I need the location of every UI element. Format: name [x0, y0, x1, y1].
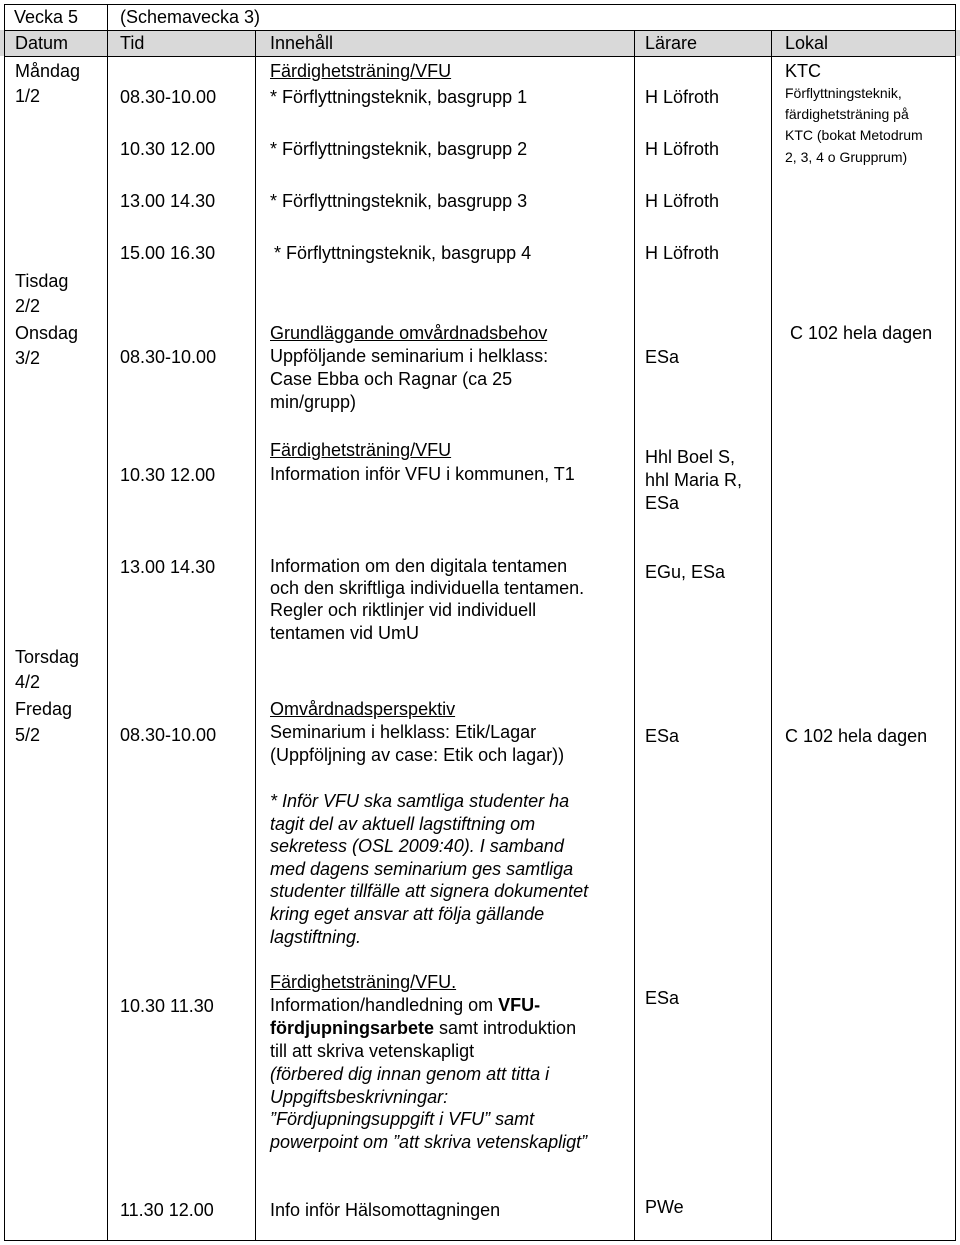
session-content-line: Regler och riktlinjer vid individuell	[270, 600, 537, 620]
day-friday: Fredag	[15, 699, 73, 719]
friday-note-line: tagit del av aktuell lagstiftning om	[270, 814, 536, 834]
monday-room-title: KTC	[785, 61, 821, 81]
wednesday-heading-1: Grundläggande omvårdnadsbehov	[270, 323, 548, 343]
monday-room-note-line: Förflyttningsteknik,	[785, 85, 902, 101]
date-thursday: 4/2	[15, 672, 41, 692]
friday-heading-1: Omvårdnadsperspektiv	[270, 699, 456, 719]
monday-room-note-line: färdighetsträning på	[785, 106, 909, 122]
session-teacher: H Löfroth	[645, 139, 720, 159]
monday-room-note-line: 2, 3, 4 o Grupprum)	[785, 149, 908, 165]
session-content: * Förflyttningsteknik, basgrupp 1	[270, 87, 528, 107]
session-time: 10.30 12.00	[120, 465, 216, 485]
date-wednesday: 3/2	[15, 348, 41, 368]
day-monday: Måndag	[15, 61, 81, 81]
day-tuesday: Tisdag	[15, 271, 69, 291]
friday-note-line: sekretess (OSL 2009:40). I samband	[270, 836, 564, 856]
session-teacher-line: ESa	[645, 493, 680, 513]
session-teacher: EGu, ESa	[645, 562, 726, 582]
header-content: Innehåll	[270, 33, 334, 53]
day-wednesday: Onsdag	[15, 323, 79, 343]
session-content-line: och den skriftliga individuella tentamen.	[270, 578, 585, 598]
session-content: Info inför Hälsomottagningen	[270, 1200, 501, 1220]
session-time: 08.30-10.00	[120, 87, 217, 107]
content-bold-text: VFU-	[498, 995, 541, 1015]
session-content-italic-line: Uppgiftsbeskrivningar:	[270, 1087, 449, 1107]
content-text: Information/handledning om	[270, 995, 499, 1015]
session-teacher: ESa	[645, 988, 680, 1008]
session-teacher: PWe	[645, 1197, 684, 1217]
session-time: 10.30 11.30	[120, 996, 214, 1016]
session-teacher-line: Hhl Boel S,	[645, 447, 736, 467]
session-content: * Förflyttningsteknik, basgrupp 4	[274, 243, 532, 263]
friday-note-line: kring eget ansvar att följa gällande	[270, 904, 545, 924]
schema-week: (Schemavecka 3)	[120, 7, 261, 27]
friday-room: C 102 hela dagen	[785, 726, 928, 746]
session-content: Information inför VFU i kommunen, T1	[270, 464, 575, 484]
session-teacher: ESa	[645, 726, 680, 746]
content-text: samt introduktion	[434, 1018, 577, 1038]
session-teacher: ESa	[645, 347, 680, 367]
session-teacher-line: hhl Maria R,	[645, 470, 743, 490]
session-content-line: Case Ebba och Ragnar (ca 25	[270, 369, 513, 389]
session-content-line: Uppföljande seminarium i helklass:	[270, 346, 549, 366]
friday-heading-2: Färdighetsträning/VFU.	[270, 972, 457, 992]
date-monday: 1/2	[15, 86, 41, 106]
date-tuesday: 2/2	[15, 296, 41, 316]
session-content-line: Seminarium i helklass: Etik/Lagar	[270, 722, 537, 742]
day-thursday: Torsdag	[15, 647, 80, 667]
friday-note-line: * Inför VFU ska samtliga studenter ha	[270, 791, 570, 811]
session-teacher: H Löfroth	[645, 191, 720, 211]
session-content-line	[270, 994, 540, 1017]
friday-note-line: med dagens seminarium ges samtliga	[270, 859, 574, 879]
session-content-line: tentamen vid UmU	[270, 623, 420, 643]
session-time: 15.00 16.30	[120, 243, 216, 263]
session-content-line: (Uppföljning av case: Etik och lagar))	[270, 745, 565, 765]
monday-heading: Färdighetsträning/VFU	[270, 61, 452, 81]
date-friday: 5/2	[15, 725, 41, 745]
week-label: Vecka 5	[14, 7, 79, 27]
session-content-line: till att skriva vetenskapligt	[270, 1041, 475, 1061]
header-teacher: Lärare	[645, 33, 698, 53]
monday-room-note-line: KTC (bokat Metodrum	[785, 127, 923, 143]
session-content-italic-line: (förbered dig innan genom att titta i	[270, 1064, 550, 1084]
session-content: * Förflyttningsteknik, basgrupp 2	[270, 139, 528, 159]
session-time: 08.30-10.00	[120, 347, 217, 367]
session-content: * Förflyttningsteknik, basgrupp 3	[270, 191, 528, 211]
content-bold-text: fördjupningsarbete	[270, 1018, 435, 1038]
session-content-line	[270, 1017, 576, 1040]
wednesday-heading-2: Färdighetsträning/VFU	[270, 440, 452, 460]
friday-note-line: studenter tillfälle att signera dokumentet	[270, 881, 589, 901]
session-time: 10.30 12.00	[120, 139, 216, 159]
session-content-line: Information om den digitala tentamen	[270, 556, 568, 576]
session-time: 08.30-10.00	[120, 725, 217, 745]
header-date: Datum	[15, 33, 69, 53]
session-content-italic-line: ”Fördjupningsuppgift i VFU” samt	[270, 1109, 535, 1129]
session-time: 13.00 14.30	[120, 557, 216, 577]
session-content-italic-line: powerpoint om ”att skriva vetenskapligt”	[270, 1132, 588, 1152]
header-room: Lokal	[785, 33, 829, 53]
header-time: Tid	[120, 33, 145, 53]
session-time: 11.30 12.00	[120, 1200, 214, 1220]
session-time: 13.00 14.30	[120, 191, 216, 211]
session-teacher: H Löfroth	[645, 243, 720, 263]
wednesday-room: C 102 hela dagen	[790, 323, 933, 343]
friday-note-line: lagstiftning.	[270, 927, 362, 947]
session-teacher: H Löfroth	[645, 87, 720, 107]
session-content-line: min/grupp)	[270, 392, 357, 412]
